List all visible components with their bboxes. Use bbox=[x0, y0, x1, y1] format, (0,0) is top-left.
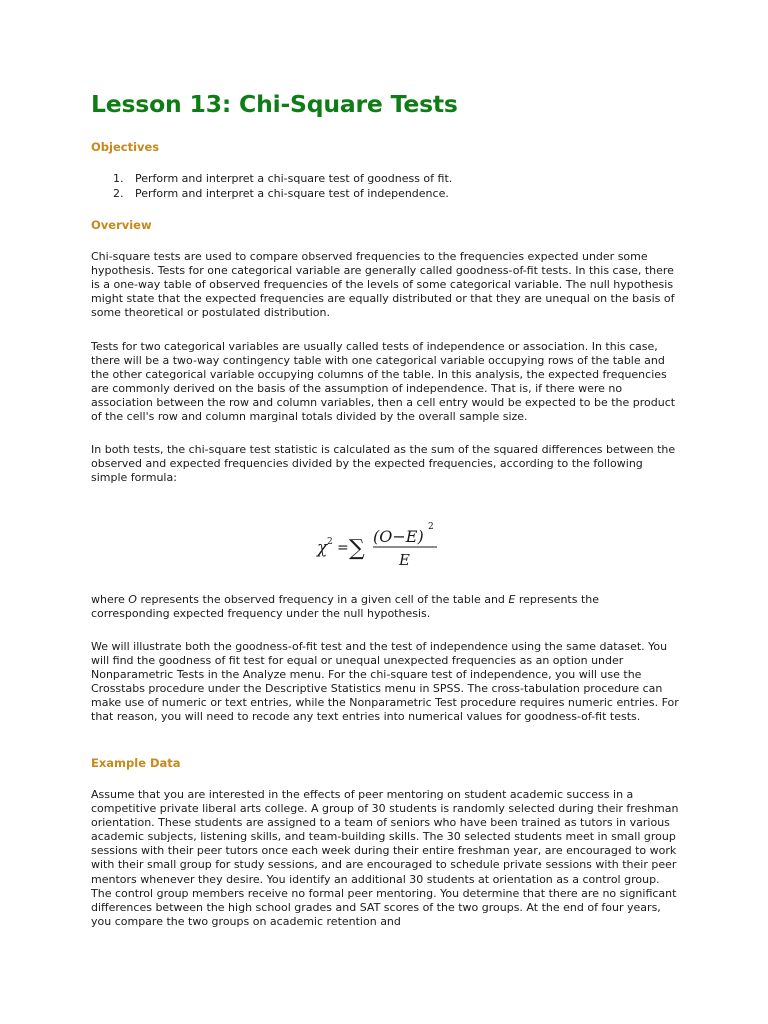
page-title: Lesson 13: Chi-Square Tests bbox=[91, 90, 458, 118]
objectives-heading: Objectives bbox=[91, 140, 160, 154]
overview-paragraph-2: Tests for two categorical variables are usually called tests of independence or association. In this case, there will be a two-way contingency table with one categorical variable occupying rows of the table and the other categorical variable occupying columns of the table. In this analysis, the expected frequencies are commonly derived on the basis of the assumption of independence. That is, if there were no association between the row and column variables, then a cell entry would be expected to be the product of the cell's row and column marginal totals divided by the overall sample size. bbox=[91, 340, 676, 424]
chi-square-formula bbox=[313, 512, 453, 576]
list-item-number: 1. bbox=[113, 172, 124, 185]
list-item-text: Perform and interpret a chi-square test of independence. bbox=[135, 187, 449, 200]
example-data-heading: Example Data bbox=[91, 756, 181, 770]
formula-denominator: E bbox=[399, 551, 410, 569]
formula-sum: ∑ bbox=[349, 536, 365, 561]
formula-chi: χ bbox=[317, 538, 328, 558]
overview-paragraph-1: Chi-square tests are used to compare observed frequencies to the frequencies expected under some hypothesis. Tests for one categorical variable are generally called goodness-of-fit tests. In this case, there is a one-way table of observed frequencies of the levels of some categorical variable. The null hypothesis might state that the expected frequencies are equally distributed or that they are unequal on the basis of some theoretical or postulated distribution. bbox=[91, 250, 675, 320]
overview-paragraph-4 bbox=[91, 593, 681, 621]
overview-paragraph-3: In both tests, the chi-square test statistic is calculated as the sum of the squared differences between the observed and expected frequencies divided by the expected frequencies, according to the following simple formula: bbox=[91, 443, 676, 485]
list-item bbox=[91, 186, 452, 201]
symbol-o: O bbox=[128, 593, 137, 606]
objectives-list bbox=[91, 171, 452, 201]
list-item-text: Perform and interpret a chi-square test of goodness of fit. bbox=[135, 172, 453, 185]
formula-numerator: (O−E) bbox=[373, 527, 424, 546]
overview-heading: Overview bbox=[91, 218, 152, 232]
example-paragraph-1: Assume that you are interested in the effects of peer mentoring on student academic success in a competitive private liberal arts college. A group of 30 students is randomly selected during their freshman orientation. These students are assigned to a team of seniors who have been trained as tutors in various academic subjects, listening skills, and team-building skills. The 30 selected students meet in small group sessions with their peer tutors once each week during their entire freshman year, are encouraged to work with their small group for study sessions, and are encouraged to schedule private sessions with their peer mentors whenever they desire. You identify an additional 30 students at orientation as a control group. The control group members receive no formal peer mentoring. You determine that there are no significant differences between the high school grades and SAT scores of the two groups. At the end of four years, you compare the two groups on academic retention and bbox=[91, 788, 679, 928]
list-item-number: 2. bbox=[113, 187, 124, 200]
text-run: where bbox=[91, 593, 129, 606]
formula-numerator-exponent: 2 bbox=[428, 522, 434, 532]
text-run: represents the corresponding expected frequency under the null hypothesis. bbox=[91, 593, 600, 621]
symbol-e: E bbox=[508, 593, 516, 606]
formula-chi-exponent: 2 bbox=[327, 537, 333, 547]
list-item bbox=[91, 171, 452, 186]
formula-equals: = bbox=[337, 540, 349, 556]
overview-paragraph-5: We will illustrate both the goodness-of-fit test and the test of independence using the same dataset. You will find the goodness of fit test for equal or unequal unexpected frequencies as an option under Nonparametric Tests in the Analyze menu. For the chi-square test of independence, you will use the Crosstabs procedure under the Descriptive Statistics menu in SPSS. The cross-tabulation procedure can make use of numeric or text entries, while the Nonparametric Test procedure requires numeric entries. For that reason, you will need to recode any text entries into numerical values for goodness-of-fit tests. bbox=[91, 640, 679, 724]
text-run: represents the observed frequency in a given cell of the table and bbox=[136, 593, 509, 606]
